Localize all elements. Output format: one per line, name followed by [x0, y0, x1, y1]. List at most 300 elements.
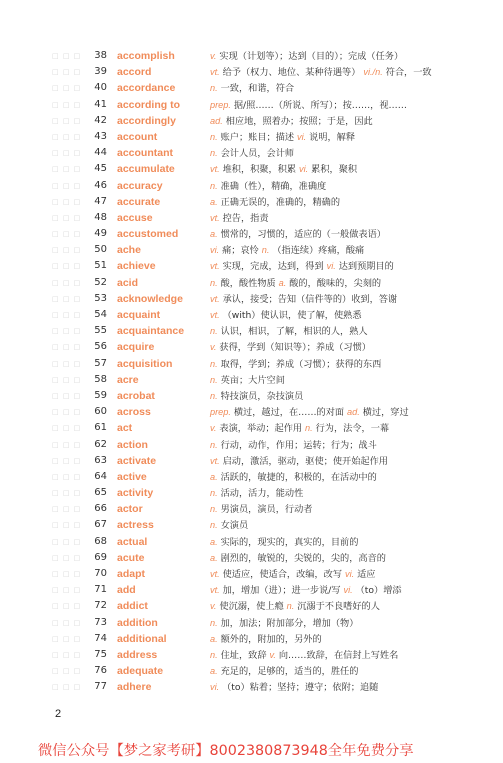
- part-of-speech: vt.: [210, 293, 220, 304]
- meaning-text: 准确（性），精确，准确度: [220, 180, 327, 192]
- vocab-row: [0, 582, 503, 598]
- entry-word: adapt: [117, 568, 146, 580]
- entry-number: 58: [94, 373, 107, 385]
- meaning-text: 适应: [357, 569, 376, 580]
- part-of-speech: n.: [210, 617, 218, 628]
- entry-word: activity: [117, 487, 154, 500]
- entry-definition: [210, 339, 371, 356]
- meaning-text: 启动，激活，驱动，驱使；使开始起作用: [222, 455, 388, 467]
- meaning-text: 堆积，积聚，积累: [222, 164, 297, 176]
- part-of-speech: vt.: [210, 164, 220, 175]
- meaning-text: 控告，指责: [222, 212, 269, 224]
- entry-number: 75: [94, 648, 107, 660]
- vocab-row: [0, 275, 503, 291]
- vocab-row: [0, 242, 503, 258]
- entry-word: actual: [117, 535, 148, 548]
- entry-number: 41: [94, 98, 107, 110]
- entry-definition: [210, 80, 294, 97]
- part-of-speech: n.: [210, 520, 218, 531]
- part-of-speech: n.: [305, 423, 313, 434]
- entry-number: 50: [94, 244, 107, 256]
- part-of-speech: n.: [210, 504, 218, 515]
- entry-word: acid: [117, 276, 139, 289]
- meaning-text: 正确无误的，准确的，精确的: [220, 196, 341, 208]
- meaning-text: （with）使认识，使了解，使熟悉: [222, 310, 362, 321]
- review-check-marks: □ □ □: [52, 165, 82, 174]
- entry-definition: [210, 161, 357, 178]
- entry-definition: [210, 485, 303, 502]
- entry-definition: [210, 64, 432, 81]
- meaning-text: 男演员，演员，行动者: [220, 504, 313, 516]
- review-check-marks: □ □ □: [52, 440, 82, 449]
- review-check-marks: □ □ □: [52, 634, 82, 643]
- review-check-marks: □ □ □: [52, 489, 82, 498]
- entry-number: 71: [94, 584, 107, 596]
- review-check-marks: □ □ □: [52, 472, 82, 481]
- meaning-text: 惯常的，习惯的，适应的（一般做表语）: [220, 229, 386, 241]
- review-check-marks: □ □ □: [52, 618, 82, 627]
- entry-word: adhere: [117, 681, 152, 694]
- meaning-text: 活跃的，敏捷的，积极的，在活动中的: [220, 471, 377, 483]
- vocab-row: [0, 598, 503, 614]
- part-of-speech: v.: [210, 423, 217, 434]
- entry-number: 43: [94, 130, 107, 142]
- part-of-speech: n.: [210, 148, 218, 159]
- entry-word: acquaint: [117, 309, 161, 321]
- meaning-text: 特技演员，杂技演员: [220, 390, 304, 402]
- entry-number: 62: [94, 438, 107, 450]
- part-of-speech: prep.: [210, 407, 231, 418]
- part-of-speech: ad.: [210, 115, 223, 126]
- review-check-marks: □ □ □: [52, 667, 82, 676]
- part-of-speech: n.: [210, 131, 218, 142]
- entry-definition: [210, 210, 269, 227]
- review-check-marks: □ □ □: [52, 213, 82, 222]
- vocab-row: [0, 48, 503, 64]
- vocab-row: [0, 679, 503, 695]
- entry-definition: [210, 550, 386, 567]
- entry-definition: [210, 388, 303, 405]
- meaning-text: 英亩；大片空间: [220, 374, 285, 386]
- review-check-marks: □ □ □: [52, 84, 82, 93]
- page-number: 2: [55, 708, 62, 720]
- entry-definition: [210, 598, 380, 615]
- entry-word: accord: [117, 66, 152, 79]
- entry-definition: [210, 469, 377, 486]
- vocab-row: [0, 469, 503, 485]
- review-check-marks: □ □ □: [52, 521, 82, 530]
- entry-number: 54: [94, 309, 107, 320]
- vocab-row: [0, 485, 503, 501]
- entry-number: 39: [94, 66, 107, 78]
- meaning-text: 沉溺于不良嗜好的人: [297, 601, 380, 613]
- meaning-text: 实现，完成，达到，得到: [222, 261, 324, 273]
- meaning-text: （指连续）疼痛，酸痛: [272, 245, 365, 257]
- part-of-speech: ad.: [347, 407, 360, 418]
- entry-number: 76: [94, 665, 107, 677]
- meaning-text: 账户；账目；描述: [220, 131, 295, 143]
- review-check-marks: □ □ □: [52, 359, 82, 368]
- entry-number: 47: [94, 195, 107, 207]
- entry-word: accordance: [117, 82, 176, 95]
- entry-number: 52: [94, 276, 107, 288]
- entry-word: adequate: [117, 665, 164, 678]
- vocab-row: [0, 258, 503, 274]
- entry-word: address: [117, 648, 158, 661]
- review-check-marks: □ □ □: [52, 375, 82, 384]
- entry-definition: [210, 534, 358, 551]
- entry-definition: [210, 242, 364, 259]
- entry-definition: [210, 501, 312, 518]
- meaning-text: 达到预期目的: [338, 261, 394, 273]
- meaning-text: 实际的，现实的，真实的，目前的: [220, 536, 359, 548]
- meaning-text: 行为，法令，一幕: [315, 423, 390, 435]
- meaning-text: 女演员: [220, 520, 249, 532]
- entry-word: acute: [117, 551, 145, 564]
- entry-word: add: [117, 584, 136, 597]
- entry-word: acknowledge: [117, 292, 183, 305]
- part-of-speech: vi.: [343, 585, 353, 596]
- review-check-marks: □ □ □: [52, 327, 82, 336]
- meaning-text: 酸，酸性物质: [220, 277, 276, 289]
- part-of-speech: prep.: [210, 99, 231, 110]
- meaning-text: 给予（权力、地位、某种待遇等）: [222, 67, 361, 79]
- part-of-speech: a.: [210, 633, 218, 644]
- meaning-text: 实现（计划等）；达到（目的）；完成（任务）: [219, 51, 404, 62]
- entry-word: acquisition: [117, 357, 173, 370]
- entry-number: 61: [94, 422, 107, 434]
- entry-number: 55: [94, 325, 107, 337]
- vocab-row: [0, 388, 503, 404]
- part-of-speech: n.: [286, 601, 295, 612]
- meaning-text: 住址，致辞: [220, 649, 267, 661]
- entry-number: 60: [94, 406, 107, 418]
- vocab-row: [0, 210, 503, 226]
- part-of-speech: a.: [210, 471, 218, 482]
- part-of-speech: a.: [210, 552, 218, 563]
- meaning-text: 酸的，酸味的，尖刻的: [289, 277, 382, 289]
- vocab-row: [0, 97, 503, 113]
- watermark: 微信公众号【梦之家考研】8002380873948全年免费分享: [38, 743, 414, 759]
- vocab-row: [0, 453, 503, 469]
- entry-word: according to: [117, 98, 181, 111]
- part-of-speech: vi.: [210, 682, 220, 693]
- review-check-marks: □ □ □: [52, 553, 82, 562]
- entry-definition: [210, 178, 326, 195]
- vocab-row: [0, 372, 503, 388]
- vocab-row: [0, 615, 503, 631]
- meaning-text: 向……致辞，在信封上写姓名: [278, 649, 399, 661]
- entry-definition: [210, 663, 358, 680]
- part-of-speech: vt.: [210, 455, 220, 466]
- entry-number: 51: [94, 260, 107, 272]
- part-of-speech: vt.: [210, 212, 220, 223]
- vocab-row: [0, 517, 503, 533]
- entry-word: addition: [117, 616, 158, 629]
- meaning-text: 会计人员，会计师: [220, 148, 295, 160]
- entry-word: actress: [117, 519, 154, 532]
- entry-word: account: [117, 130, 158, 143]
- entry-definition: [210, 194, 340, 211]
- meaning-text: 活动，活力，能动性: [220, 488, 304, 500]
- entry-word: accumulate: [117, 163, 175, 176]
- review-check-marks: □ □ □: [52, 424, 82, 433]
- entry-word: activate: [117, 454, 157, 467]
- entry-definition: [210, 48, 403, 65]
- entry-definition: [210, 275, 381, 292]
- entry-word: accustomed: [117, 228, 179, 241]
- entry-definition: [210, 307, 362, 324]
- entry-number: 44: [94, 147, 107, 159]
- part-of-speech: vi./n.: [363, 67, 383, 78]
- part-of-speech: vi.: [210, 245, 220, 256]
- review-check-marks: □ □ □: [52, 230, 82, 239]
- entry-word: accuracy: [117, 179, 163, 192]
- part-of-speech: vt.: [210, 67, 220, 78]
- review-check-marks: □ □ □: [52, 52, 82, 60]
- meaning-text: 一致，和谐，符合: [220, 83, 295, 95]
- part-of-speech: n.: [210, 374, 218, 385]
- entry-definition: [210, 404, 409, 421]
- entry-definition: [210, 517, 248, 534]
- part-of-speech: v.: [210, 601, 217, 612]
- part-of-speech: vt.: [210, 585, 220, 596]
- entry-word: across: [117, 406, 151, 419]
- entry-word: act: [117, 422, 133, 435]
- part-of-speech: vi.: [299, 164, 309, 175]
- part-of-speech: vi.: [344, 569, 355, 579]
- part-of-speech: n.: [210, 277, 218, 288]
- vocab-row: [0, 178, 503, 194]
- entry-number: 45: [94, 163, 107, 175]
- meaning-text: 累积，聚积: [311, 164, 358, 176]
- vocab-row: [0, 501, 503, 517]
- entry-definition: [210, 453, 388, 470]
- part-of-speech: a.: [210, 196, 218, 207]
- review-check-marks: □ □ □: [52, 116, 82, 125]
- entry-word: accurate: [117, 195, 161, 208]
- entry-number: 53: [94, 292, 107, 304]
- entry-word: accountant: [117, 147, 174, 160]
- vocab-row: [0, 64, 503, 80]
- review-check-marks: □ □ □: [52, 505, 82, 514]
- entry-word: accomplish: [117, 50, 175, 62]
- entry-number: 42: [94, 114, 107, 126]
- review-check-marks: □ □ □: [52, 100, 82, 109]
- meaning-text: 痛；哀怜: [222, 245, 259, 257]
- entry-definition: [210, 291, 397, 308]
- part-of-speech: n.: [210, 326, 218, 337]
- vocab-row: [0, 323, 503, 339]
- entry-definition: [210, 372, 285, 389]
- vocab-row: [0, 161, 503, 177]
- entry-definition: [210, 582, 402, 599]
- meaning-text: 认识，相识，了解，相识的人，熟人: [220, 326, 368, 338]
- review-check-marks: □ □ □: [52, 262, 82, 271]
- entry-definition: [210, 679, 378, 696]
- part-of-speech: a.: [278, 277, 287, 288]
- entry-word: actor: [117, 503, 143, 516]
- entry-number: 74: [94, 632, 107, 644]
- part-of-speech: v.: [269, 649, 276, 660]
- entry-number: 67: [94, 519, 107, 531]
- meaning-text: （to）增添: [355, 585, 402, 597]
- vocab-row: [0, 113, 503, 129]
- review-check-marks: □ □ □: [52, 246, 82, 255]
- part-of-speech: n.: [210, 649, 218, 660]
- entry-number: 49: [94, 228, 107, 240]
- entry-word: achieve: [117, 260, 156, 273]
- part-of-speech: vt.: [210, 261, 220, 272]
- review-check-marks: □ □ □: [52, 408, 82, 417]
- meaning-text: 据/照……（所说、所写）；按……，视……: [233, 99, 407, 111]
- part-of-speech: vi.: [297, 131, 307, 142]
- entry-word: accordingly: [117, 114, 176, 127]
- part-of-speech: n.: [261, 245, 270, 256]
- part-of-speech: v.: [210, 51, 217, 61]
- vocab-row: [0, 80, 503, 96]
- part-of-speech: v.: [210, 342, 217, 353]
- vocab-row: [0, 307, 503, 323]
- review-check-marks: □ □ □: [52, 456, 82, 465]
- meaning-text: 横过，越过，在……的对面: [233, 407, 345, 419]
- review-check-marks: □ □ □: [52, 294, 82, 303]
- meaning-text: 行动，动作，作用；运转；行为；战斗: [220, 439, 377, 451]
- entry-definition: [210, 615, 358, 632]
- review-check-marks: □ □ □: [52, 586, 82, 595]
- entry-number: 65: [94, 487, 107, 499]
- entry-number: 68: [94, 535, 107, 547]
- meaning-text: 充足的，足够的，适当的，胜任的: [220, 666, 359, 678]
- entry-word: accuse: [117, 211, 153, 224]
- entry-number: 40: [94, 82, 107, 94]
- review-check-marks: □ □ □: [52, 683, 82, 692]
- meaning-text: 表演，举动；起作用: [219, 423, 303, 435]
- entry-word: action: [117, 438, 148, 451]
- vocab-row: [0, 420, 503, 436]
- review-check-marks: □ □ □: [52, 343, 82, 352]
- entry-word: acrobat: [117, 389, 155, 402]
- vocab-row: [0, 356, 503, 372]
- entry-definition: [210, 113, 373, 130]
- vocab-row: [0, 291, 503, 307]
- part-of-speech: vt.: [210, 569, 220, 579]
- entry-word: acre: [117, 373, 139, 386]
- entry-number: 66: [94, 503, 107, 515]
- entry-word: acquaintance: [117, 325, 185, 338]
- review-check-marks: □ □ □: [52, 68, 82, 77]
- review-check-marks: □ □ □: [52, 197, 82, 206]
- review-check-marks: □ □ □: [52, 278, 82, 287]
- meaning-text: 横过，穿过: [362, 407, 409, 419]
- vocab-row: [0, 663, 503, 679]
- entry-word: acquire: [117, 341, 155, 354]
- entry-definition: [210, 437, 377, 454]
- entry-definition: [210, 129, 355, 146]
- entry-number: 77: [94, 681, 107, 693]
- vocab-row: [0, 647, 503, 663]
- part-of-speech: n.: [210, 439, 218, 450]
- meaning-text: 剧烈的，敏锐的，尖锐的，尖的，高音的: [220, 552, 386, 564]
- vocab-row: [0, 550, 503, 566]
- part-of-speech: n.: [210, 83, 218, 94]
- entry-definition: [210, 356, 381, 373]
- review-check-marks: □ □ □: [52, 132, 82, 141]
- review-check-marks: □ □ □: [52, 602, 82, 611]
- vocab-row: [0, 226, 503, 242]
- entry-definition: [210, 226, 386, 243]
- entry-definition: [210, 145, 294, 162]
- vocabulary-list: [0, 48, 503, 696]
- review-check-marks: □ □ □: [52, 391, 82, 400]
- meaning-text: 承认，接受；告知（信件等的）收到，答谢: [222, 293, 398, 305]
- review-check-marks: □ □ □: [52, 149, 82, 158]
- meaning-text: （to）粘着；坚持；遵守；依附；追随: [222, 682, 379, 694]
- entry-number: 64: [94, 470, 107, 482]
- meaning-text: 符合，一致: [385, 67, 432, 79]
- review-check-marks: □ □ □: [52, 537, 82, 546]
- meaning-text: 加，增加（进）；进一步说/写: [222, 585, 341, 597]
- entry-definition: [210, 258, 394, 275]
- meaning-text: 取得，学到；养成（习惯）；获得的东西: [220, 358, 382, 370]
- vocab-row: [0, 129, 503, 145]
- part-of-speech: vt.: [210, 310, 220, 320]
- meaning-text: 额外的，附加的，另外的: [220, 633, 322, 645]
- meaning-text: 获得，学到（知识等）；养成（习惯）: [219, 342, 371, 354]
- vocab-row: [0, 566, 503, 582]
- entry-number: 72: [94, 600, 107, 612]
- entry-word: additional: [117, 632, 167, 645]
- vocab-row: [0, 339, 503, 355]
- entry-definition: [210, 97, 407, 114]
- vocab-row: [0, 145, 503, 161]
- part-of-speech: n.: [210, 180, 218, 191]
- part-of-speech: n.: [210, 488, 218, 499]
- review-check-marks: □ □ □: [52, 570, 82, 578]
- meaning-text: 相应地，照着办；按照；于是，因此: [225, 115, 373, 127]
- entry-definition: [210, 323, 368, 340]
- meaning-text: 说明，解释: [309, 131, 356, 143]
- entry-number: 56: [94, 341, 107, 353]
- entry-number: 46: [94, 179, 107, 191]
- entry-definition: [210, 420, 389, 437]
- entry-definition: [210, 647, 398, 664]
- entry-number: 70: [94, 568, 107, 579]
- meaning-text: 加，加法；附加部分，增加（物）: [220, 617, 359, 629]
- part-of-speech: n.: [210, 390, 218, 401]
- entry-number: 59: [94, 389, 107, 401]
- entry-number: 48: [94, 211, 107, 223]
- vocab-row: [0, 534, 503, 550]
- entry-definition: [210, 631, 322, 648]
- review-check-marks: □ □ □: [52, 181, 82, 190]
- vocab-row: [0, 404, 503, 420]
- entry-number: 63: [94, 454, 107, 466]
- entry-number: 69: [94, 551, 107, 563]
- part-of-speech: a.: [210, 229, 218, 240]
- part-of-speech: a.: [210, 536, 218, 547]
- vocab-row: [0, 194, 503, 210]
- part-of-speech: vi.: [326, 261, 336, 272]
- entry-number: 38: [94, 50, 107, 61]
- part-of-speech: n.: [210, 358, 218, 369]
- entry-number: 73: [94, 616, 107, 628]
- meaning-text: 使适应，使适合，改编，改写: [222, 569, 343, 580]
- entry-word: ache: [117, 244, 141, 257]
- entry-word: addict: [117, 600, 148, 613]
- entry-definition: [210, 566, 375, 583]
- part-of-speech: a.: [210, 666, 218, 677]
